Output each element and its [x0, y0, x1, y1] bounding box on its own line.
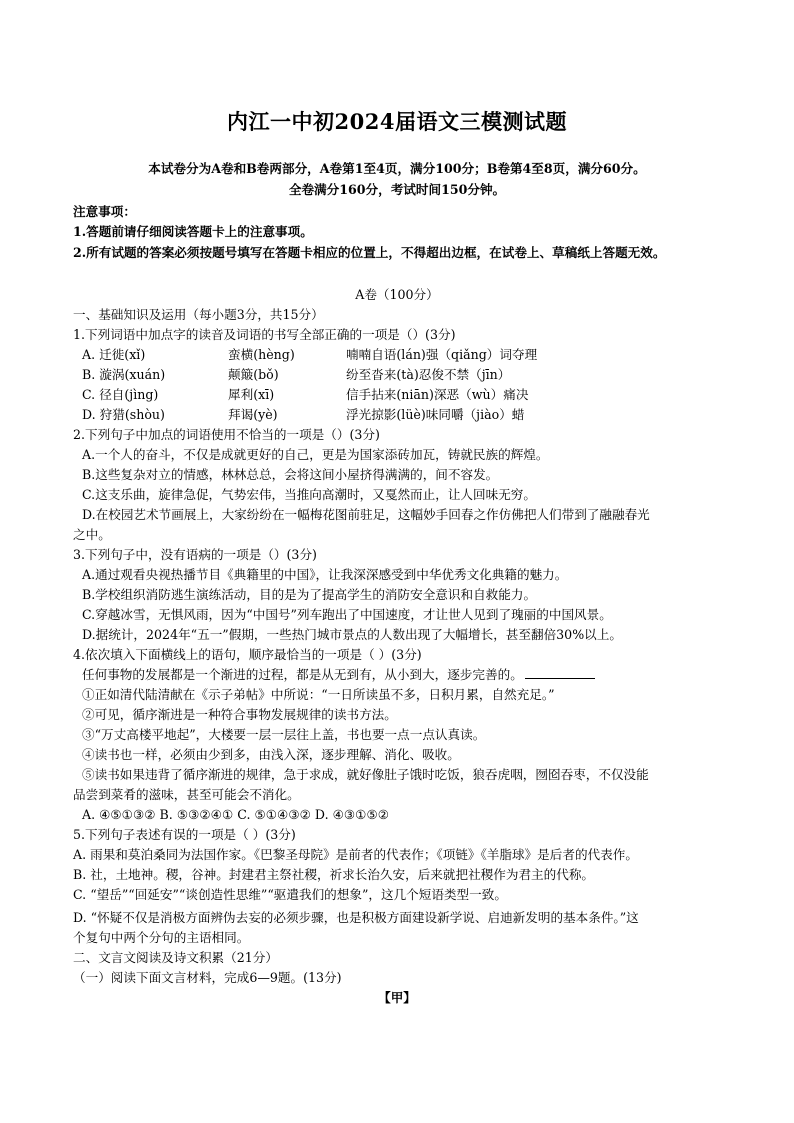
q4-sentence-1: ①正如清代陆清献在《示子弟帖》中所说：“一日所读虽不多，日积月累，自然充足。” [82, 687, 555, 702]
q1-option-b-word2: 颠簸(bǒ) [228, 367, 279, 382]
q1-option-d-word2: 拜谒(yè) [228, 407, 278, 422]
q4-sentence-3: ③“万丈高楼平地起”，大楼要一层一层往上盖，书也要一点一点认真读。 [82, 727, 486, 742]
q4-sentence-4: ④读书也一样，必须由少到多，由浅入深，逐步理解、消化、吸收。 [82, 747, 460, 762]
q1-option-a-word1: A. 迁徙(xǐ) [82, 347, 146, 362]
part2-heading: 二、文言文阅读及诗文积累（21分） [73, 950, 278, 965]
q4-sentence-2: ②可见，循序渐进是一种符合事物发展规律的读书方法。 [82, 707, 397, 722]
q1-option-c-word3: 信手拈来(niān)深恶（wù）痛决 [346, 387, 529, 402]
q3-option-a: A.通过观看央视热播节目《典籍里的中国》，让我深深感受到中华优秀文化典籍的魅力。 [82, 567, 568, 582]
q1-option-d-word1: D. 狩猎(shòu) [82, 407, 165, 422]
q5-option-b: B. 社，土地神。稷，谷神。封建君主祭社稷，祈求长治久安，后来就把社稷作为君主的代称。 [73, 867, 595, 882]
q5-option-d-line1: D. “怀疑不仅是消极方面辨伪去妄的必须步骤，也是积极方面建设新学说、启迪新发明的基本条件。”这 [73, 910, 639, 925]
q3-option-b: B.学校组织消防逃生演练活动，目的是为了提高学生的消防安全意识和自救能力。 [82, 587, 537, 602]
q4-sentence-5-line2: 品尝到菜肴的滋味，甚至可能会不消化。 [73, 787, 300, 802]
intro-line-1: 本试卷分为A卷和B卷两部分，A卷第1至4页，满分100分；B卷第4至8页，满分60分。 [148, 161, 646, 176]
q1-option-d-word3: 浮光掠影(lüè)味同嚼（jiào）蜡 [346, 407, 525, 422]
notice-item-2: 2.所有试题的答案必须按题号填写在答题卡相应的位置上，不得超出边框，在试卷上、草稿纸上答题无效。 [73, 245, 666, 260]
q3-option-d: D.据统计，2024年“五一”假期，一些热门城市景点的人数出现了大幅增长，甚至翻倍30%以上。 [82, 627, 622, 642]
q4-sentence-5-line1: ⑤读书如果违背了循序渐进的规律，急于求成，就好像肚子饿时吃饭，狼吞虎咽，囫囵吞枣，不仅没能 [82, 767, 649, 782]
q5-stem: 5.下列句子表述有误的一项是（ ）(3分) [73, 827, 296, 842]
q2-option-c: C.这支乐曲，旋律急促，气势宏伟，当推向高潮时，又戛然而止，让人回味无穷。 [82, 487, 536, 502]
q1-option-a-word2: 蛮横(hèng) [228, 347, 295, 362]
notice-heading: 注意事项： [73, 204, 136, 219]
q5-option-a: A. 雨果和莫泊桑同为法国作家。《巴黎圣母院》是前者的代表作；《项链》《羊脂球》是后者的代表作。 [73, 847, 638, 862]
exam-title: 内江一中初2024届语文三模测试题 [227, 109, 567, 134]
q4-lead [82, 666, 595, 684]
q3-option-c: C.穿越冰雪，无惧风雨，因为“中国号”列车跑出了中国速度，才让世人见到了瑰丽的中国风景。 [82, 607, 612, 622]
part1-heading: 一、基础知识及运用（每小题3分，共15分） [73, 307, 324, 322]
q4-answer-blank [525, 666, 595, 679]
q4-lead-text: 任何事物的发展都是一个渐进的过程，都是从无到有，从小到大，逐步完善的。 [82, 667, 523, 682]
notice-item-1: 1.答题前请仔细阅读答题卡上的注意事项。 [73, 224, 313, 239]
q1-option-a-word3: 喃喃自语(lán)强（qiǎng）词夺理 [346, 347, 538, 362]
q5-option-c: C. “望岳”“回延安”“谈创造性思维”“驱遣我们的想象”，这几个短语类型一致。 [73, 887, 507, 902]
q4-options: A. ④⑤①③② B. ⑤③②④① C. ⑤①④③② D. ④③①⑤② [82, 807, 390, 822]
q2-option-b: B.这些复杂对立的情感，林林总总，会将这间小屋挤得满满的，间不容发。 [82, 467, 499, 482]
q2-option-d-line1: D.在校园艺术节画展上，大家纷纷在一幅梅花图前驻足，这幅妙手回春之作仿佛把人们带到了融融春光 [82, 507, 650, 522]
q1-option-c-word1: C. 径自(jìng) [82, 387, 159, 402]
q1-option-b-word1: B. 漩涡(xuán) [82, 367, 166, 382]
q3-stem: 3.下列句子中，没有语病的一项是（）(3分) [73, 547, 317, 562]
q4-stem: 4.依次填入下面横线上的语句，顺序最恰当的一项是（ ）(3分) [73, 647, 422, 662]
q5-option-d-line2: 个复句中两个分句的主语相同。 [73, 930, 250, 945]
part2-subheading: （一）阅读下面文言材料，完成6—9题。(13分) [73, 970, 342, 985]
intro-line-2: 全卷满分160分，考试时间150分钟。 [288, 182, 506, 197]
q1-option-c-word2: 犀利(xī) [228, 387, 275, 402]
q2-option-d-line2: 之中。 [73, 527, 111, 542]
q2-stem: 2.下列句子中加点的词语使用不恰当的一项是（）(3分) [73, 427, 380, 442]
q1-stem: 1.下列词语中加点字的读音及词语的书写全部正确的一项是（）(3分) [73, 327, 456, 342]
section-a-heading: A卷（100分） [355, 287, 439, 302]
q2-option-a: A.一个人的奋斗，不仅是成就更好的自己，更是为国家添砖加瓦，铸就民族的辉煌。 [82, 447, 549, 462]
q1-option-b-word3: 纷至沓来(tà)忍俊不禁（jīn） [346, 367, 511, 382]
passage-jia-label: 【甲】 [378, 990, 416, 1005]
